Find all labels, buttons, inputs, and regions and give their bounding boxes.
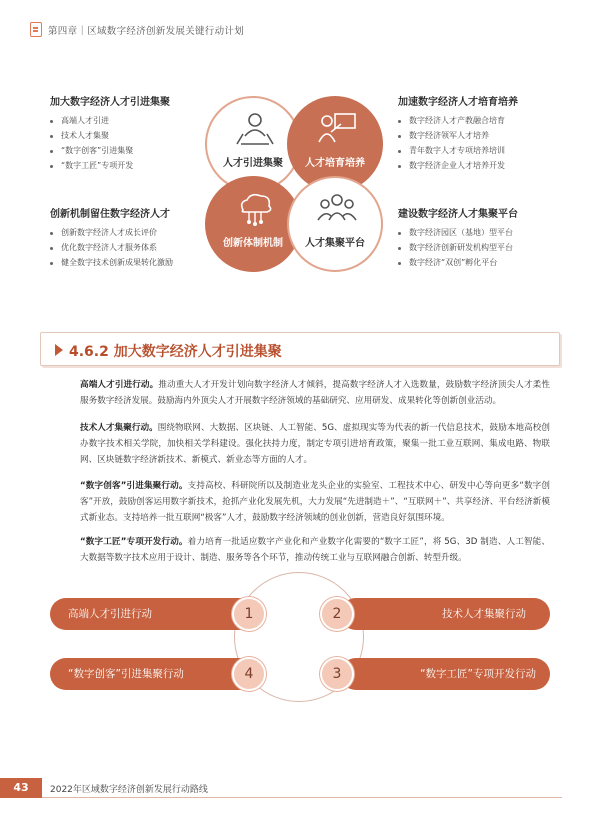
block-list bbox=[50, 225, 220, 270]
list-item: 数字经济“双创”孵化平台 bbox=[398, 255, 568, 270]
paragraph-body: 推动重大人才开发计划向数字经济人才倾斜，提高数字经济人才入选数量，鼓励数字经济顶尖人才柔性服务数字经济发展。鼓励海内外顶尖人才开展数字经济领域的基础研究、应用研发、成果转化等创新创业活动。 bbox=[80, 380, 550, 406]
list-item: 健全数字技术创新成果转化激励 bbox=[50, 255, 220, 270]
block-list bbox=[398, 113, 568, 173]
list-item: 数字经济人才产教融合培育 bbox=[398, 113, 568, 128]
action-number: 4 bbox=[232, 657, 266, 691]
action-label: “数字工匠”专项开发行动 bbox=[420, 668, 536, 680]
block-list bbox=[398, 225, 568, 270]
block-talent-platform bbox=[398, 205, 568, 270]
circle-talent-platform bbox=[287, 176, 383, 272]
action-label: 技术人才集聚行动 bbox=[442, 608, 526, 620]
group-people-icon bbox=[317, 192, 357, 226]
cloud-network-icon bbox=[235, 192, 275, 226]
action-label: “数字创客”引进集聚行动 bbox=[68, 668, 184, 680]
paragraph-lead: 技术人才集聚行动。 bbox=[80, 423, 158, 433]
paragraph-body: 围绕物联网、大数据、区块链、人工智能、5G、虚拟现实等为代表的新一代信息技术，鼓励本地高校创办数字技术相关学院，加快相关学科建设。强化扶持力度，制定专项引进培育政策，聚集一批工业互联网、集成电路、物联网、区块链数字经济新技术、新模式、新业态等方面的人才。 bbox=[80, 423, 550, 465]
page-number: 43 bbox=[0, 778, 42, 798]
list-item: 青年数字人才专项培养培训 bbox=[398, 143, 568, 158]
list-item: 数字经济园区（基地）型平台 bbox=[398, 225, 568, 240]
action-pill bbox=[50, 598, 260, 630]
chapter-header: 第四章｜区域数字经济创新发展关键行动计划 bbox=[48, 26, 245, 37]
list-item: 技术人才集聚 bbox=[50, 128, 220, 143]
circle-label: 人才集聚平台 bbox=[305, 238, 365, 249]
team-people-icon bbox=[235, 112, 275, 146]
footer-divider bbox=[42, 797, 562, 798]
circle-label: 人才培育培养 bbox=[305, 158, 365, 169]
circle-label: 创新体制机制 bbox=[223, 238, 283, 249]
list-item: 数字经济领军人才培养 bbox=[398, 128, 568, 143]
list-item: 高端人才引进 bbox=[50, 113, 220, 128]
footer-text: 2022年区域数字经济创新发展行动路线 bbox=[50, 785, 208, 795]
paragraph bbox=[80, 420, 550, 468]
paragraph bbox=[80, 377, 550, 409]
list-item: 创新数字经济人才成长评价 bbox=[50, 225, 220, 240]
paragraph-body: 支持高校、科研院所以及制造业龙头企业的实验室、工程技术中心、研发中心等向更多“数字创客”开放，鼓励创客运用数字新技术，抢抓产业化发展先机，大力发展“先进制造＋”、“互联网＋”、共享经济、平台经济新模式新业态。支持培养一批互联网“极客”人才，鼓励数字经济领域的创业创新，营造良好氛围环境。 bbox=[80, 481, 550, 523]
list-item: 数字经济企业人才培养开发 bbox=[398, 158, 568, 173]
block-talent-retention bbox=[50, 205, 220, 270]
paragraph-lead: “数字工匠”专项开发行动。 bbox=[80, 537, 188, 547]
list-item: 优化数字经济人才服务体系 bbox=[50, 240, 220, 255]
paragraph-body: 着力培育一批适应数字产业化和产业数字化需要的“数字工匠”，将 5G、3D 制造、人工智能、大数据等数字技术应用于设计、制造、服务等各个环节，推动传统工业与互联网融合创新、转型升级。 bbox=[80, 537, 550, 563]
action-pill bbox=[340, 658, 550, 690]
paragraph bbox=[80, 534, 550, 566]
action-pill bbox=[50, 658, 260, 690]
block-talent-cultivation bbox=[398, 93, 568, 173]
paragraph-lead: “数字创客”引进集聚行动。 bbox=[80, 481, 188, 491]
action-label: 高端人才引进行动 bbox=[68, 608, 152, 620]
person-presenting-icon bbox=[317, 112, 357, 146]
block-list bbox=[50, 113, 220, 173]
block-title: 建设数字经济人才集聚平台 bbox=[398, 209, 518, 220]
block-title: 加速数字经济人才培育培养 bbox=[398, 97, 518, 108]
action-pill bbox=[340, 598, 550, 630]
block-title: 加大数字经济人才引进集聚 bbox=[50, 97, 170, 108]
action-number: 3 bbox=[320, 657, 354, 691]
block-title: 创新机制留住数字经济人才 bbox=[50, 209, 170, 220]
document-icon bbox=[30, 22, 42, 37]
list-item: 数字经济创新研发机构型平台 bbox=[398, 240, 568, 255]
paragraph bbox=[80, 478, 550, 526]
action-number: 1 bbox=[232, 597, 266, 631]
section-title: 4.6.2 加大数字经济人才引进集聚 bbox=[69, 344, 282, 360]
section-header bbox=[40, 332, 560, 366]
action-number: 2 bbox=[320, 597, 354, 631]
list-item: “数字工匠”专项开发 bbox=[50, 158, 220, 173]
circle-label: 人才引进集聚 bbox=[223, 158, 283, 169]
list-item: “数字创客”引进集聚 bbox=[50, 143, 220, 158]
arrow-right-icon bbox=[55, 344, 63, 356]
block-talent-introduction bbox=[50, 93, 220, 173]
paragraph-lead: 高端人才引进行动。 bbox=[80, 380, 159, 390]
